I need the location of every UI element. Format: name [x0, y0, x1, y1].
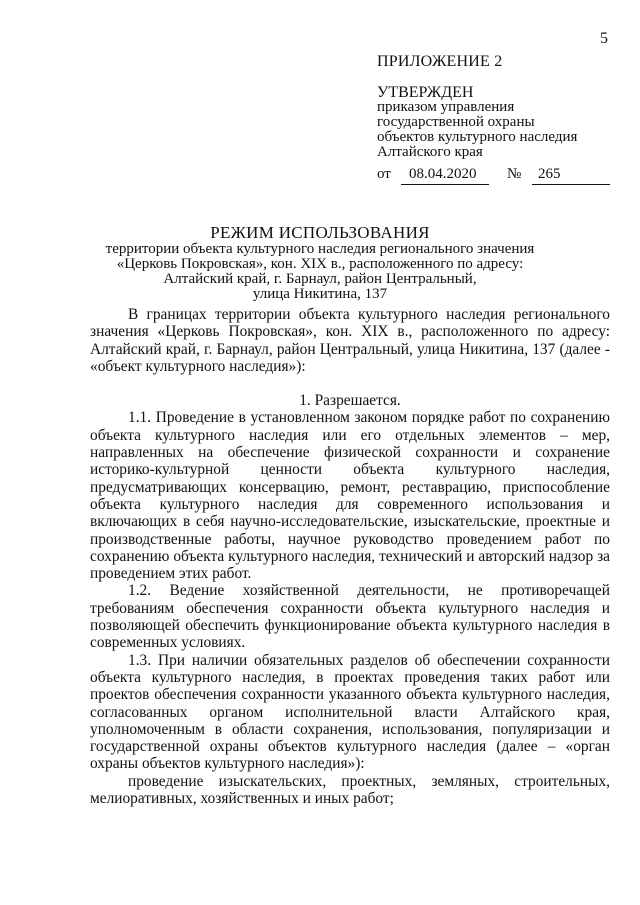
paragraph-1-3: 1.3. При наличии обязательных разделов об обеспечении сохранности объекта культурного наследия, в проектах проведения таких работ или проектов обеспечения сохранности указанного объекта культурного наследия, согласованных органом исполнительной власти Алтайского края, уполномоченным в области сохранения, использования, популяризации и государственной охраны объектов культурного наследия (далее – «орган охраны объектов культурного наследия»):	[90, 651, 610, 773]
paragraph-1-3-a: проведение изыскательских, проектных, земляных, строительных, мелиоративных, хозяйственных и иных работ;	[90, 772, 610, 808]
approval-line: государственной охраны	[377, 114, 535, 130]
title-line: улица Никитина, 137	[252, 286, 388, 302]
main-title: РЕЖИМ ИСПОЛЬЗОВАНИЯ	[210, 223, 430, 242]
appendix-label: ПРИЛОЖЕНИЕ 2	[377, 53, 503, 70]
paragraph-1-1: 1.1. Проведение в установленном законом порядке работ по сохранению объекта культурного наследия или его отдельных элементов – мер, направленных на обеспечение физической сохранности и сохранение историко-культурной ценности объекта культурного наследия, предусматривающих консервацию, ремонт, реставрацию, приспособление объекта культурного наследия для современного использования и включающих в себя научно-исследовательские, изыскательские, проектные и производственные работы, научное руководство проведением работ по сохранению объекта культурного наследия, технический и авторский надзор за проведением этих работ.	[90, 409, 610, 583]
approved-label: УТВЕРЖДЕН	[377, 84, 474, 101]
document-title	[100, 225, 540, 302]
order-number: 265	[532, 167, 610, 185]
title-line: территории объекта культурного наследия регионального значения	[105, 241, 535, 257]
approval-line: приказом управления	[377, 99, 515, 115]
page-number: 5	[600, 30, 608, 47]
title-line: Алтайский край, г. Барнаул, район Центральный,	[163, 271, 477, 287]
order-date-number	[377, 165, 617, 185]
title-line: «Церковь Покровская», кон. XIX в., расположенного по адресу:	[116, 256, 524, 272]
number-label: №	[507, 166, 522, 182]
approval-stamp	[377, 54, 617, 185]
section-heading: 1. Разрешается.	[299, 392, 401, 410]
paragraph-1-2: 1.2. Ведение хозяйственной деятельности, не противоречащей требованиям обеспечения сохранности объекта культурного наследия и позволяющей обеспечить функционирование объекта культурного наследия в современных условиях.	[90, 582, 610, 652]
order-date: 08.04.2020	[401, 167, 489, 185]
document-body	[90, 306, 610, 807]
approval-line: объектов культурного наследия	[377, 129, 578, 145]
approval-line: Алтайского края	[377, 144, 483, 160]
date-label: от	[377, 166, 391, 182]
intro-paragraph: В границах территории объекта культурного наследия регионального значения «Церковь Покровская», кон. XIX в., расположенного по адресу: Алтайский край, г. Барнаул, район Центральный, улица Никитина, 137 (далее - «объект культурного наследия»):	[90, 306, 610, 375]
